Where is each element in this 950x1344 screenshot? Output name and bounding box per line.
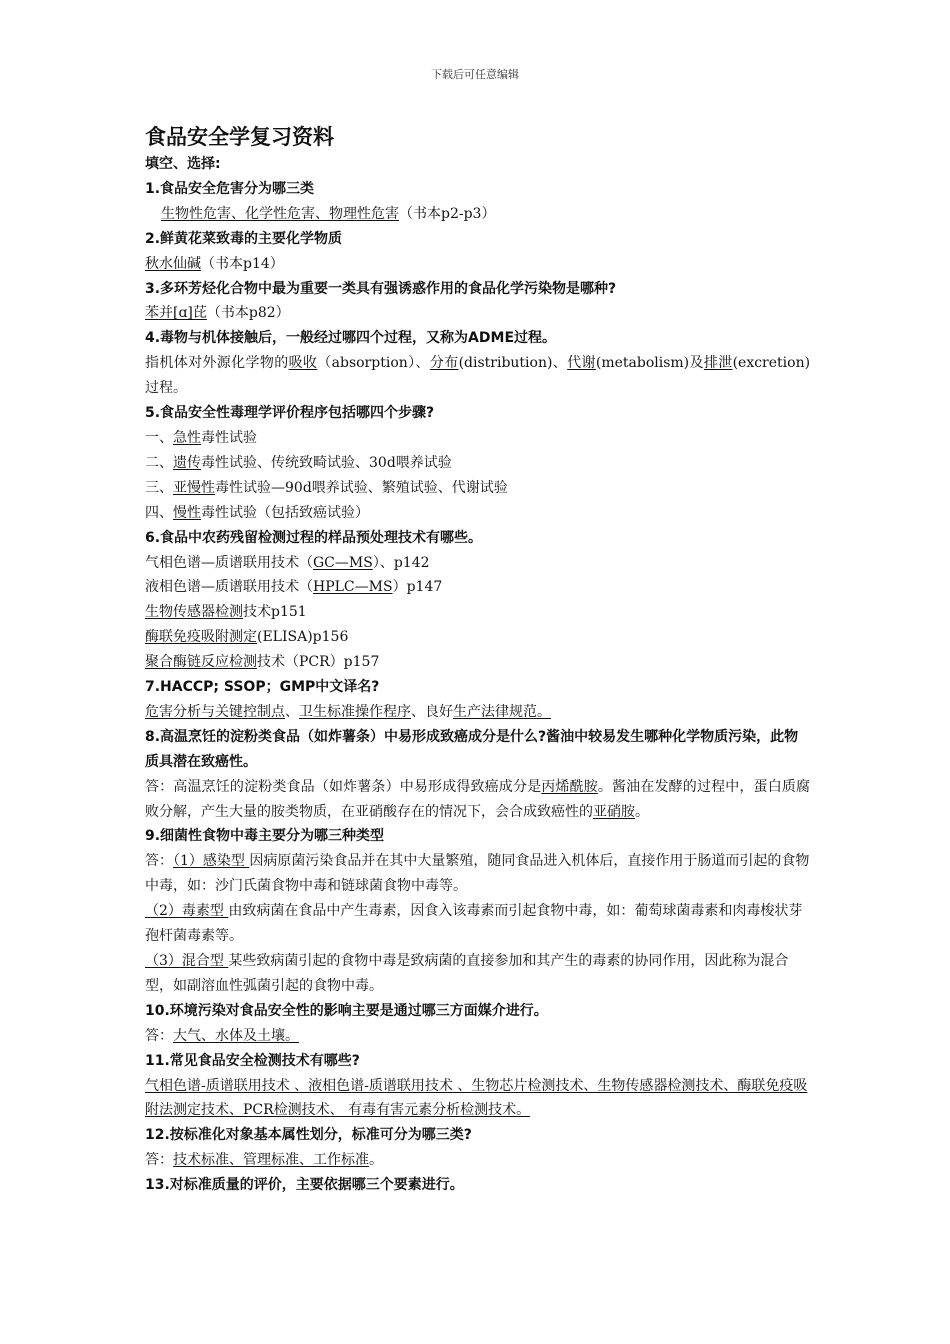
step-keyword: 亚慢性 <box>173 479 215 496</box>
question-3: 3.多环芳烃化合物中最为重要一类具有强诱惑作用的食品化学污染物是哪种? <box>145 280 617 297</box>
answer-4-text: (metabolism)及 <box>595 355 704 372</box>
technique-ref: ）、p142 <box>372 554 430 571</box>
step-text: 毒性试验—90d喂养试验、繁殖试验、代谢试验 <box>215 479 508 496</box>
question-2: 2.鲜黄花菜致毒的主要化学物质 <box>145 230 343 247</box>
technique-abbr: HPLC—MS <box>313 579 393 596</box>
step-text: 毒性试验、传统致畸试验、30d喂养试验 <box>201 454 452 471</box>
type-mixed: （3）混合型 <box>145 953 229 969</box>
type-description: 某些致病菌引起的食物中毒是致病菌的直接参加和其产生的毒素的协同作用，因此称为混合型，如副溶血性弧菌引起的食物中毒。 <box>145 953 789 994</box>
document-title: 食品安全学复习资料 <box>145 125 334 149</box>
section-subtitle: 填空、选择: <box>145 156 221 172</box>
step-text: 毒性试验 <box>201 429 257 446</box>
type-description: 因病原菌污染食品并在其中大量繁殖，随同食品进入机体后，直接作用于肠道而引起的食物中毒，如：沙门氏菌食物中毒和链球菌食物中毒等。 <box>145 853 810 895</box>
answer-7-ssop: 卫生标准操作程序 <box>299 703 411 720</box>
type-infection: （1）感染型 <box>173 853 250 870</box>
answer-10 <box>145 1024 810 1049</box>
step-number: 二、 <box>145 454 173 471</box>
answer-1-underlined: 生物性危害、化学性危害、物理性危害 <box>161 205 399 222</box>
question-12: 12.按标准化对象基本属性划分，标准可分为哪三类? <box>145 1127 472 1144</box>
question-1: 1.食品安全危害分为哪三类 <box>145 180 315 197</box>
technique-2 <box>145 575 810 600</box>
question-13: 13.对标准质量的评价，主要依据哪三个要素进行。 <box>145 1177 464 1194</box>
step-number: 一、 <box>145 429 173 446</box>
question-10: 10.环境污染对食品安全性的影响主要是通过哪三方面媒介进行。 <box>145 1002 548 1019</box>
answer-4-text: (excretion)过程。 <box>145 355 811 397</box>
step-keyword: 急性 <box>173 429 201 446</box>
answer-7 <box>145 700 810 725</box>
technique-name: 酶联免疫吸附测定 <box>145 629 257 646</box>
technique-ref: (ELISA)p156 <box>257 629 349 646</box>
answer-2-ref: （书本p14） <box>201 255 284 272</box>
technique-ref: ）p147 <box>392 579 443 596</box>
answer-3-underlined: 苯并[ɑ]芘 <box>145 305 207 322</box>
step-text: 毒性试验（包括致癌试验） <box>201 504 369 521</box>
answer-12 <box>145 1148 810 1173</box>
answer-9-type-1 <box>145 849 810 899</box>
answer-4 <box>145 351 810 401</box>
answer-12-end: 。 <box>369 1152 383 1169</box>
answer-2-underlined: 秋水仙碱 <box>145 255 201 272</box>
question-7: 7.HACCP; SSOP；GMP中文译名? <box>145 679 380 696</box>
question-8: 8.高温烹饪的淀粉类食品（如炸薯条）中易形成致癌成分是什么?酱油中较易发生哪种化学物质污染，此物质具潜在致癌性。 <box>145 728 799 770</box>
answer-11 <box>145 1074 810 1124</box>
question-5: 5.食品安全性毒理学评价程序包括哪四个步骤? <box>145 405 435 422</box>
answer-label: 答： <box>145 1027 173 1044</box>
answer-2 <box>145 252 810 277</box>
answer-11-underlined: 气相色谱-质谱联用技术 、液相色谱-质谱联用技术 、生物芯片检测技术、生物传感器检测技术、酶联免疫吸附法测定技术、PCR检测技术、 有毒有害元素分析检测技术。 <box>145 1077 808 1119</box>
question-11: 11.常见食品安全检测技术有哪些? <box>145 1052 360 1069</box>
answer-10-underlined: 大气、水体及土壤。 <box>173 1027 299 1044</box>
answer-8-text: 。 <box>635 803 649 820</box>
technique-5 <box>145 650 810 675</box>
answer-9-type-3 <box>145 949 810 999</box>
separator: 、 <box>285 703 299 720</box>
step-keyword: 遗传 <box>173 454 201 471</box>
separator: 、良好 <box>411 703 453 720</box>
type-description: 由致病菌在食品中产生毒素，因食入该毒素而引起食物中毒，如：葡萄球菌毒素和肉毒梭状芽孢杆菌毒素等。 <box>145 903 803 945</box>
step-3 <box>145 476 810 501</box>
technique-name: 聚合酶链反应检测 <box>145 654 257 671</box>
technique-text: 液相色谱—质谱联用技术（ <box>145 579 313 596</box>
answer-8-text: 答：高温烹饪的淀粉类食品（如炸薯条）中易形成得致癌成分是 <box>145 778 542 795</box>
answer-3-ref: （书本p82） <box>206 305 290 322</box>
technique-1 <box>145 551 810 576</box>
technique-ref: 技术p151 <box>243 604 307 621</box>
technique-3 <box>145 600 810 625</box>
document-body <box>145 122 810 1198</box>
answer-4-text: （absorption）、 <box>317 355 430 372</box>
answer-4-excretion: 排泄 <box>703 355 733 372</box>
step-number: 四、 <box>145 504 173 521</box>
answer-4-text: 指机体对外源化学物的 <box>145 355 289 372</box>
answer-9-type-2 <box>145 899 810 949</box>
answer-4-distribution: 分布 <box>429 355 459 372</box>
answer-12-underlined: 技术标准、管理标准、工作标准 <box>173 1152 369 1169</box>
answer-label: 答： <box>145 1152 173 1169</box>
step-2 <box>145 451 810 476</box>
answer-8-acrylamide: 丙烯酰胺 <box>541 778 598 795</box>
question-4: 4.毒物与机体接触后，一般经过哪四个过程，又称为ADME过程。 <box>145 330 557 347</box>
step-1 <box>145 426 810 451</box>
step-4 <box>145 501 810 526</box>
step-keyword: 慢性 <box>173 504 201 521</box>
question-9: 9.细菌性食物中毒主要分为哪三种类型 <box>145 828 385 845</box>
question-6: 6.食品中农药残留检测过程的样品预处理技术有哪些。 <box>145 529 483 546</box>
technique-text: 气相色谱—质谱联用技术（ <box>145 554 313 571</box>
answer-8-nitrosamine: 亚硝胺 <box>593 803 635 820</box>
answer-8-text: 。酱油在发酵的过程中，蛋白质腐败分解，产生大量的胺类物质，在亚硝酸存在的情况下，会合成致癌性的 <box>145 778 811 820</box>
page-header: 下载后可任意编辑 <box>431 68 519 81</box>
answer-4-absorption: 吸收 <box>288 355 318 372</box>
answer-7-haccp: 危害分析与关键控制点 <box>145 703 285 720</box>
answer-7-gmp: 生产法律规范。 <box>453 703 551 720</box>
type-toxin: （2）毒素型 <box>145 903 229 920</box>
technique-ref: 技术（PCR）p157 <box>257 654 380 671</box>
technique-name: 生物传感器检测 <box>145 604 243 621</box>
answer-1 <box>145 202 810 227</box>
step-number: 三、 <box>145 479 173 496</box>
answer-8 <box>145 775 810 825</box>
answer-4-metabolism: 代谢 <box>567 355 596 372</box>
technique-4 <box>145 625 810 650</box>
answer-4-text: (distribution)、 <box>458 355 568 372</box>
answer-label: 答： <box>145 853 173 870</box>
answer-1-ref: （书本p2-p3） <box>399 205 496 222</box>
answer-3 <box>145 301 810 326</box>
technique-abbr: GC—MS <box>313 554 373 571</box>
